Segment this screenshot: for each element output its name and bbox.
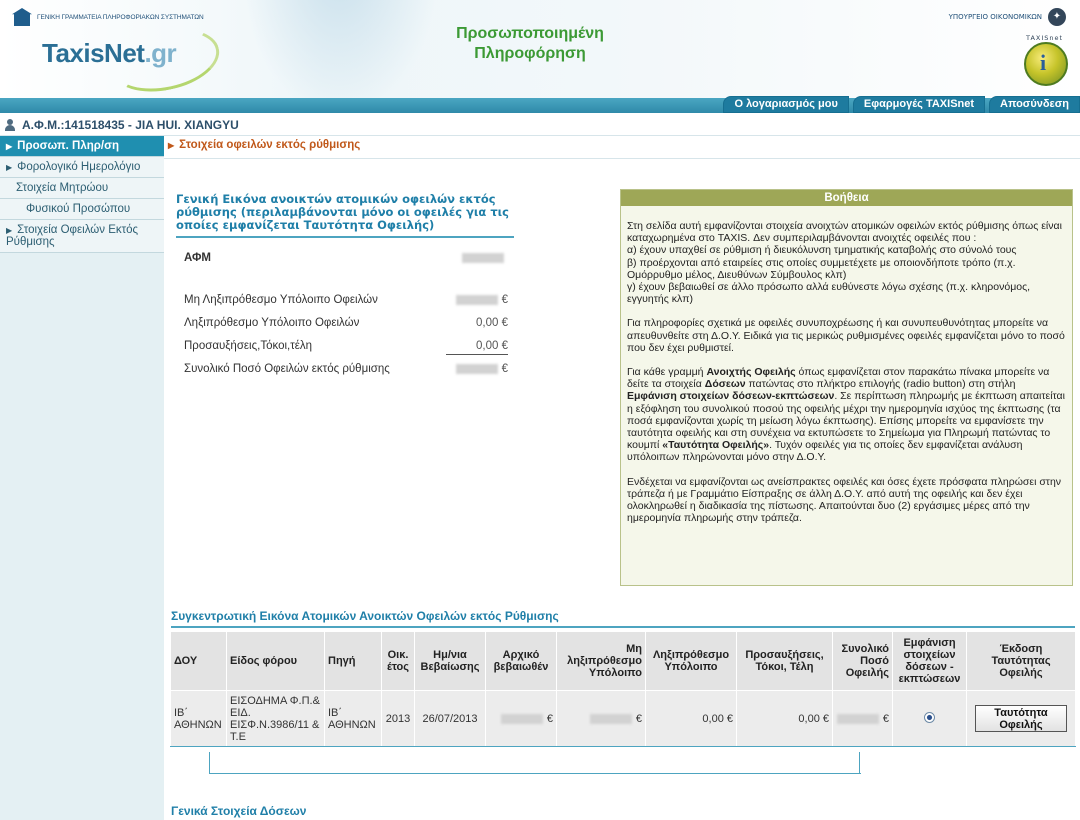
help-title: Βοήθεια xyxy=(621,190,1072,206)
column-header: Ημ/νια Βεβαίωσης xyxy=(415,632,486,691)
breadcrumb xyxy=(168,139,360,151)
building-icon xyxy=(12,8,32,26)
help-body xyxy=(621,206,1072,540)
summary-value: 0,00 € xyxy=(446,340,508,355)
summary-label: Μη Ληξιπρόθεσμο Υπόλοιπο Οφειλών xyxy=(184,294,378,306)
summary-row xyxy=(176,288,514,311)
redacted-value xyxy=(837,714,879,724)
help-text: γ) έχουν βεβαιωθεί σε άλλο πρόσωπο αλλά ευθύνεστε λόγω σχέσης (π.χ. κληρονόμος, εγγυητής κλπ) xyxy=(627,281,1031,306)
help-paragraph: Ενδέχεται να εμφανίζονται ως ανείσπρακτες οφειλές και όσες έχετε πρόσφατα πληρώσει στην τράπεζα ή με Γραμμάτιο Είσπραξης σε άλλη Δ.Ο.Υ. από αυτή της οφειλής και δεν έχει ολοκληρωθεί η διαδικασία της πίστωσης. Απαιτούνται δυο (2) εργάσιμες μέρες από την ημερομηνία πληρωμής στην τράπεζα. xyxy=(627,475,1062,525)
triangle-icon: ▶ xyxy=(168,141,175,150)
cell-total xyxy=(833,691,893,747)
org-name: ΓΕΝΙΚΗ ΓΡΑΜΜΑΤΕΙΑ ΠΛΗΡΟΦΟΡΙΑΚΩΝ ΣΥΣΤΗΜΑΤΩΝ xyxy=(37,13,204,21)
sidebar-item-label: Προσωπ. Πληρ/ση xyxy=(17,140,119,152)
summary-label: Ληξιπρόθεσμο Υπόλοιπο Οφειλών xyxy=(184,317,360,329)
column-header: Εμφάνιση στοιχείων δόσεων - εκπτώσεων xyxy=(893,632,967,691)
summary-row-afm xyxy=(176,238,514,278)
ministry-logo xyxy=(949,8,1066,26)
connector-line xyxy=(209,773,861,774)
arrow-right-icon: ▶ xyxy=(6,226,13,235)
cell-installments-radio xyxy=(893,691,967,747)
taxisnet-badge xyxy=(1020,36,1070,92)
gsis-logo xyxy=(12,8,204,26)
section-title: Γενικά Στοιχεία Δόσεων xyxy=(171,804,307,818)
help-panel xyxy=(620,189,1073,586)
help-bold-text: Εμφάνιση στοιχείων δόσεων-εκπτώσεων xyxy=(627,390,835,403)
column-header: Μη ληξιπρόθεσμο Υπόλοιπο xyxy=(557,632,646,691)
cell-initial xyxy=(486,691,557,747)
redacted-value xyxy=(462,253,504,263)
cell-dou: ΙΒ΄ ΑΘΗΝΩΝ xyxy=(171,691,227,747)
cell-text: € xyxy=(546,712,553,725)
help-bold-text: «Ταυτότητα Οφειλής» xyxy=(662,439,770,452)
summary-row xyxy=(176,357,514,380)
redacted-value xyxy=(590,714,632,724)
debt-id-button[interactable]: Ταυτότητα Οφειλής xyxy=(975,705,1067,732)
summary-row xyxy=(176,311,514,334)
redacted-value xyxy=(456,295,498,305)
afm-label: ΑΦΜ xyxy=(184,252,212,264)
summary-panel xyxy=(176,193,514,380)
logo-main: TaxisNet xyxy=(42,38,145,68)
tab-logout[interactable]: Αποσύνδεση xyxy=(989,96,1080,113)
summary-value-text: € xyxy=(501,363,508,375)
column-header: Έκδοση Ταυτότητας Οφειλής xyxy=(967,632,1076,691)
sidebar-item-registry[interactable] xyxy=(0,178,164,199)
summary-value xyxy=(456,363,508,375)
user-info: Α.Φ.Μ.:141518435 - JIA HUI. XIANGYU xyxy=(22,117,239,132)
summary-value xyxy=(456,294,508,306)
help-text: Στη σελίδα αυτή εμφανίζονται στοιχεία ανοιχτών ατομικών οφειλών εκτός ρύθμισης όπως είναι καταχωρημένα στο TAXIS. Δεν συμπεριλαμβάνονται ανοιχτές οφειλές που : xyxy=(627,220,1062,245)
badge-label: TAXISnet xyxy=(1026,34,1064,42)
help-text: όπως εμφανίζεται στον παρακάτω πίνακα μπορείτε να δείτε τα στοιχεία xyxy=(627,366,1050,391)
help-text: πατώντας στο πλήκτρο επιλογής (radio button) στη στήλη xyxy=(745,378,1016,391)
connector-line xyxy=(209,752,860,774)
user-icon xyxy=(4,119,16,131)
sidebar-item-label: Στοιχεία Μητρώου xyxy=(16,182,109,194)
sidebar-item-label: Στοιχεία Οφειλών Εκτός Ρύθμισης xyxy=(6,224,139,248)
sidebar-item-personal-info[interactable] xyxy=(0,136,164,157)
title-line-1: Προσωποποιημένη xyxy=(456,25,604,42)
cell-surcharges: 0,00 € xyxy=(737,691,833,747)
nav-tabs xyxy=(723,96,1080,113)
summary-row xyxy=(176,334,514,357)
sidebar-item-tax-calendar[interactable] xyxy=(0,157,164,178)
summary-value: 0,00 € xyxy=(476,317,508,329)
divider xyxy=(164,158,1080,159)
summary-value-text: € xyxy=(501,294,508,306)
header xyxy=(0,0,1080,98)
cell-source: ΙΒ΄ ΑΘΗΝΩΝ xyxy=(325,691,382,747)
user-bar xyxy=(0,114,1080,136)
help-paragraph: Για πληροφορίες σχετικά με οφειλές συνυποχρέωσης ή και συνυπευθυνότητας μπορείτε να απευθυνθείτε στη Δ.Ο.Υ. Ειδικά για τις μερικώς ρυθμισμένες οφειλές εμφανίζεται μόνο το ποσό που δεν έχει ρυθμιστεί. xyxy=(627,317,1065,354)
sidebar-item-label: Φορολογικό Ημερολόγιο xyxy=(17,161,141,173)
help-paragraph xyxy=(627,366,1066,464)
sidebar-item-debts[interactable] xyxy=(0,220,164,253)
help-text: . Σε περίπτωση πληρωμής με έκπτωση απαιτείται η εξόφληση του συνολικού ποσού της οφειλής μέχρι την ημερομηνία ισχύος της έκπτωσης (τα ποσά εμφανίζονται χωρίς τη μείωση λόγω έκπτωσης). Επίσης μπορείτε να εμφανίσετε την ταυτότητα οφειλής και στη συνέχεια να εκτυπώσετε το Σημείωμα για Πληρωμή πατώντας το κουμπί xyxy=(627,390,1065,452)
help-text: α) έχουν υπαχθεί σε ρύθμιση ή διευκόλυνση τμηματικής καταβολής στο σύνολό τους xyxy=(627,244,1017,257)
column-header: Αρχικό βεβαιωθέν xyxy=(486,632,557,691)
column-header: Οικ. έτος xyxy=(382,632,415,691)
column-header: Είδος φόρου xyxy=(227,632,325,691)
column-header: Συνολικό Ποσό Οφειλής xyxy=(833,632,893,691)
section-title: Συγκεντρωτική Εικόνα Ατομικών Ανοικτών Οφειλών εκτός Ρύθμισης xyxy=(171,609,559,623)
arrow-right-icon: ▶ xyxy=(6,163,13,172)
info-icon: i xyxy=(1040,50,1047,75)
summary-label: Προσαυξήσεις,Τόκοι,τέλη xyxy=(184,340,313,352)
taxisnet-logo[interactable] xyxy=(42,38,176,69)
table-header-row xyxy=(171,632,1076,691)
column-header: Πηγή xyxy=(325,632,382,691)
divider xyxy=(171,626,1075,628)
column-header: Ληξιπρόθεσμο Υπόλοιπο xyxy=(646,632,737,691)
column-header: Προσαυξήσεις, Τόκοι, Τέλη xyxy=(737,632,833,691)
emblem-icon: ✦ xyxy=(1048,8,1066,26)
header-decoration xyxy=(240,0,440,98)
cell-tax-type: ΕΙΣΟΔΗΜΑ Φ.Π.& ΕΙΔ. ΕΙΣΦ.Ν.3986/11 & Τ.Ε xyxy=(227,691,325,747)
cell-overdue: 0,00 € xyxy=(646,691,737,747)
sidebar-item-label: Φυσικού Προσώπου xyxy=(26,203,131,215)
tab-taxisnet-apps[interactable]: Εφαρμογές TAXISnet xyxy=(853,96,985,113)
help-text: Για κάθε γραμμή xyxy=(627,366,707,379)
cell-year: 2013 xyxy=(382,691,415,747)
cell-debt-id xyxy=(967,691,1076,747)
logo-suffix: .gr xyxy=(144,38,177,68)
column-header: ΔΟΥ xyxy=(171,632,227,691)
table-row xyxy=(171,691,1076,747)
sidebar-item-natural-person[interactable] xyxy=(0,199,164,220)
help-bold-text: Ανοιχτής Οφειλής xyxy=(706,366,796,379)
help-text: . Τυχόν οφειλές για τις οποίες δεν εμφανίζεται ανάλυση υπόλοιπων πληρώνονται μόνο στην Δ.Ο.Υ. xyxy=(627,439,1023,464)
help-paragraph xyxy=(627,220,1066,305)
installments-radio[interactable] xyxy=(924,712,935,723)
afm-value xyxy=(462,252,508,264)
redacted-value xyxy=(456,364,498,374)
cell-non-overdue xyxy=(557,691,646,747)
sidebar xyxy=(0,136,164,820)
page-title xyxy=(420,24,640,64)
arrow-right-icon: ▶ xyxy=(6,142,13,151)
summary-label: Συνολικό Ποσό Οφειλών εκτός ρύθμισης xyxy=(184,363,390,375)
help-text: β) προέρχονται από εταιρείες στις οποίες συμμετέχετε με οποιονδήποτε τρόπο (π.χ. Ομόρρυθμο μέλος, Διευθύνων Σύμβουλος κλπ) xyxy=(627,256,1016,281)
title-line-2: Πληροφόρηση xyxy=(474,45,586,62)
cell-text: € xyxy=(635,712,642,725)
breadcrumb-text: Στοιχεία οφειλών εκτός ρύθμισης xyxy=(179,139,361,151)
ministry-name: ΥΠΟΥΡΓΕΙΟ ΟΙΚΟΝΟΜΙΚΩΝ xyxy=(948,13,1042,21)
cell-date: 26/07/2013 xyxy=(415,691,486,747)
debts-table xyxy=(170,631,1076,747)
summary-title: Γενική Εικόνα ανοικτών ατομικών οφειλών εκτός ρύθμισης (περιλαμβάνονται μόνο οι οφειλές για τις οποίες εμφανίζεται Ταυτότητα Οφειλής) xyxy=(176,193,514,238)
tab-my-account[interactable]: Ο λογαριασμός μου xyxy=(723,96,848,113)
cell-text: € xyxy=(882,712,889,725)
redacted-value xyxy=(501,714,543,724)
help-bold-text: Δόσεων xyxy=(704,378,746,391)
